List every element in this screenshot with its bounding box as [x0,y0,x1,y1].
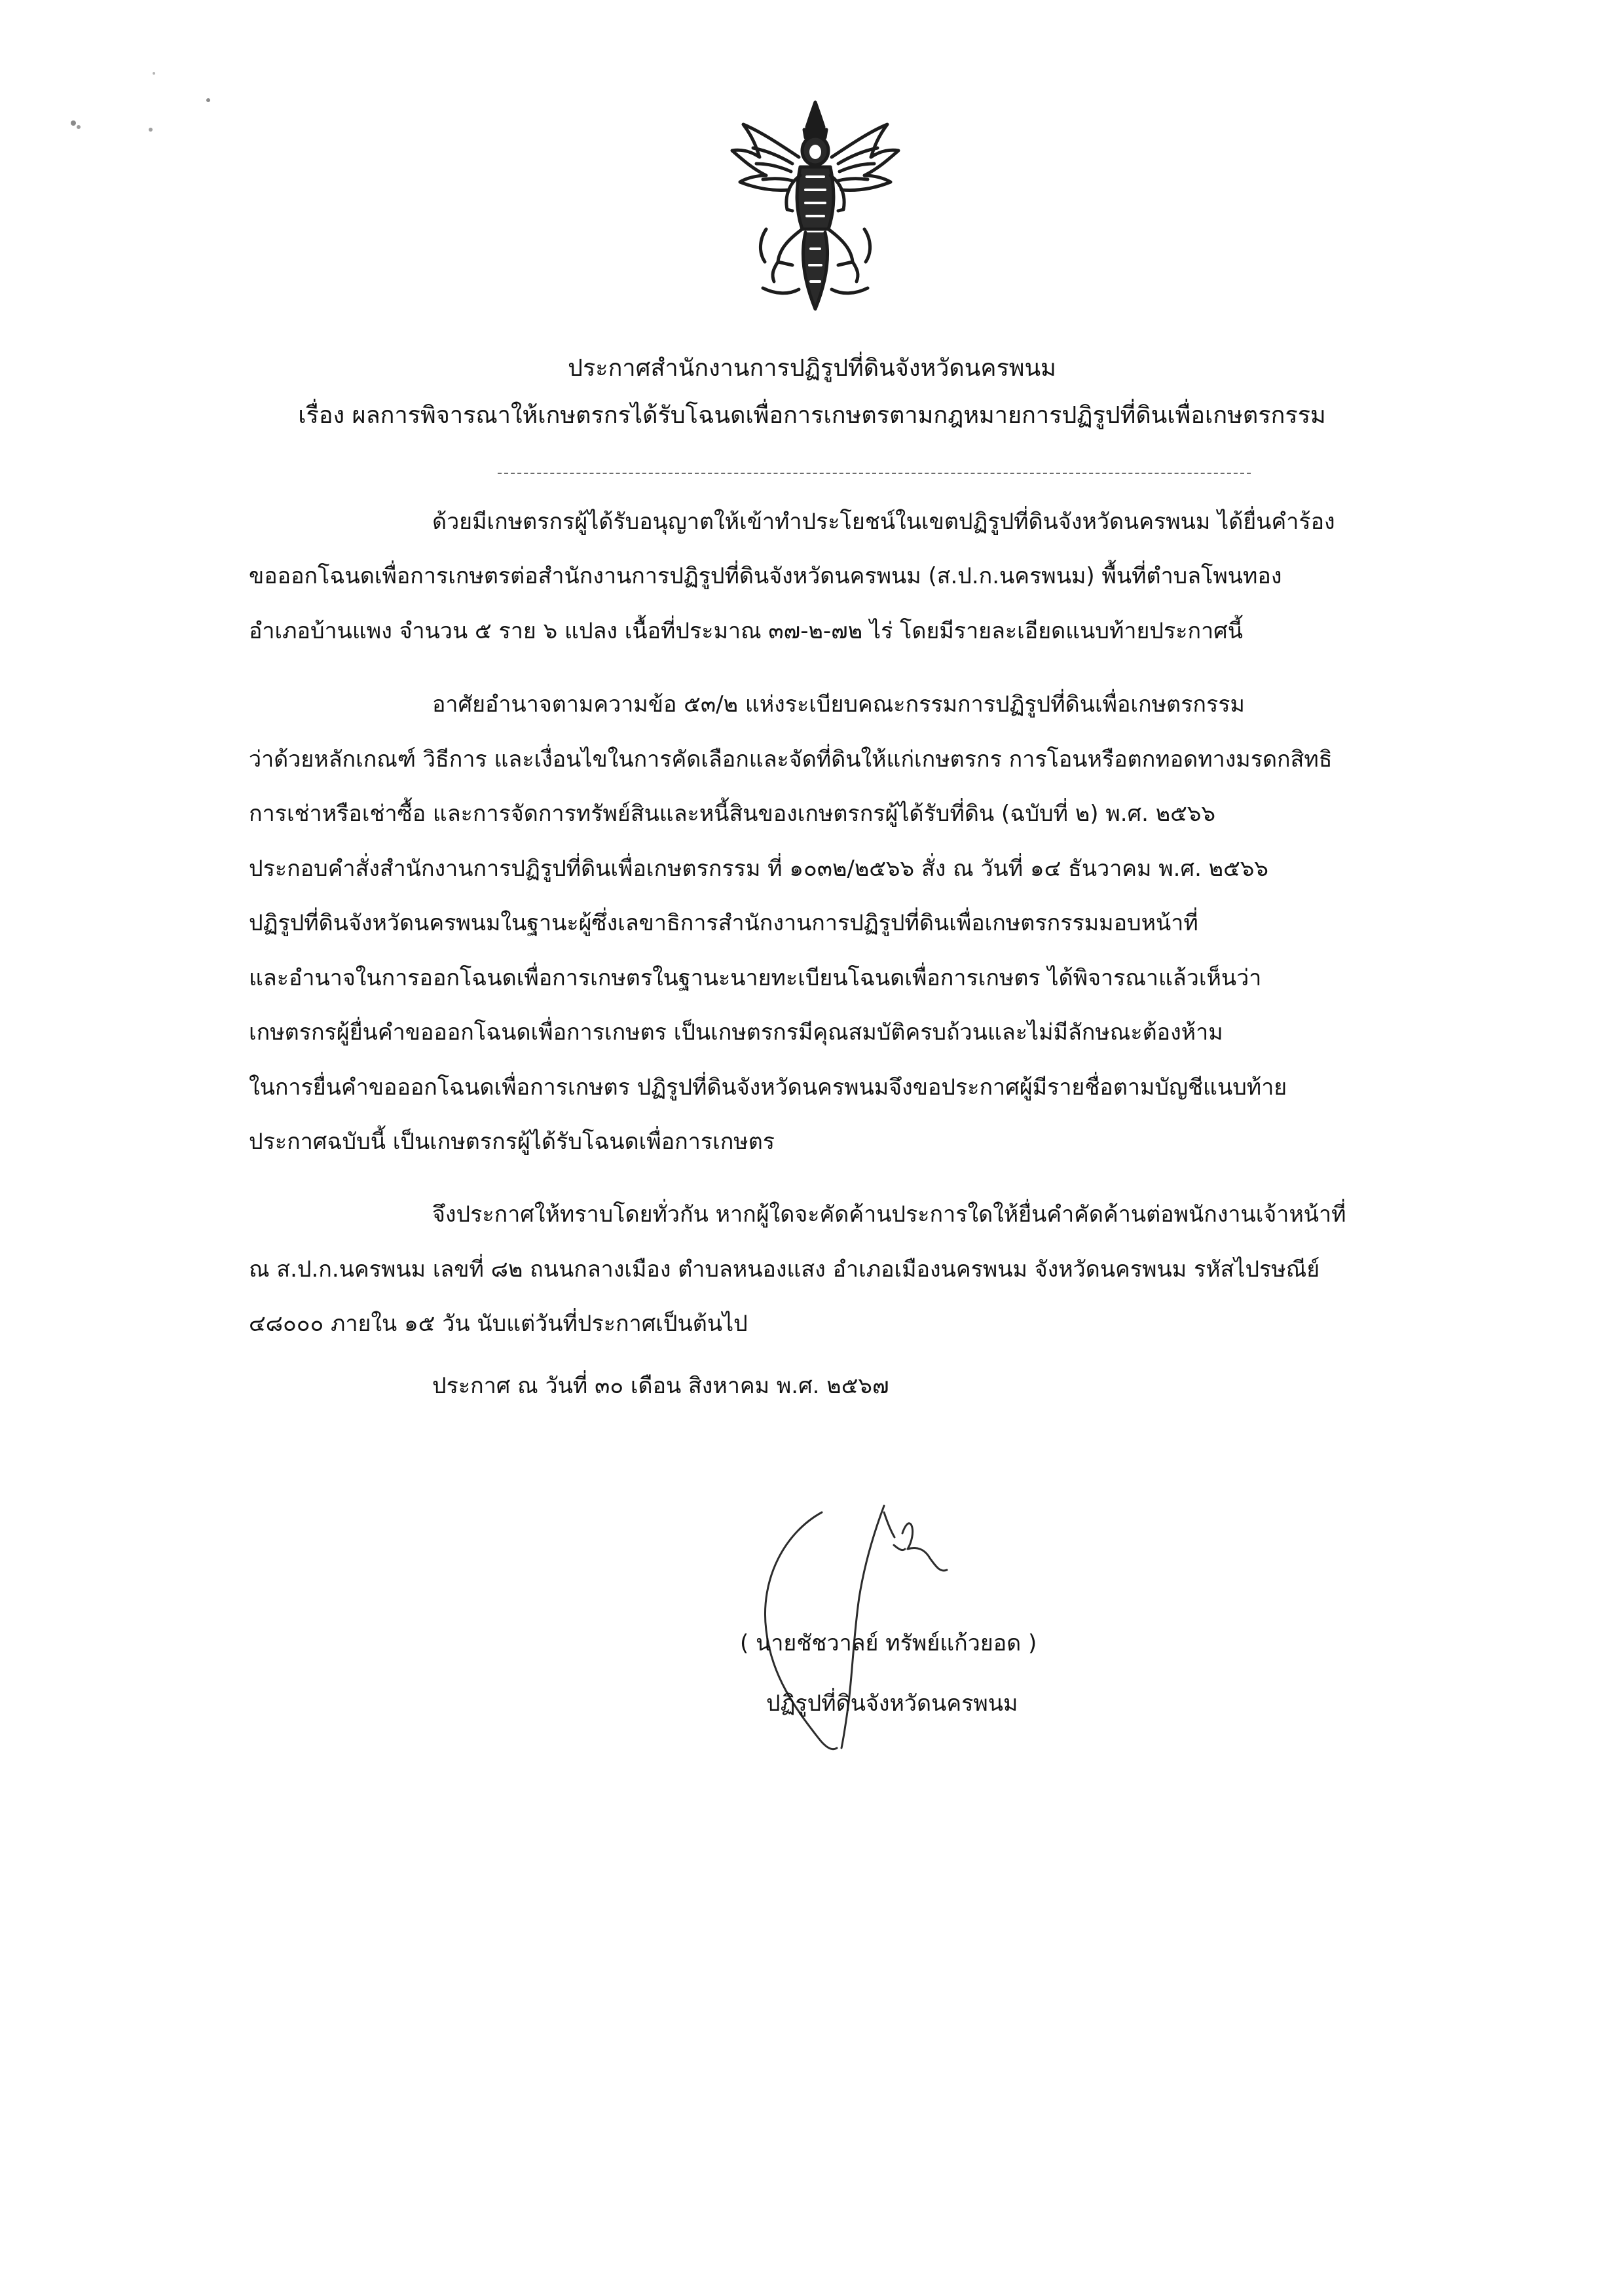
paragraph-2-line-4: ประกอบคำสั่งสำนักงานการปฏิรูปที่ดินเพื่อเกษตรกรรม ที่ ๑๐๓๒/๒๕๖๖ สั่ง ณ วันที่ ๑๔ ธันวาคม พ.ศ. ๒๕๖๖ [249,856,1268,882]
announcement-subject: เรื่อง ผลการพิจารณาให้เกษตรกรได้รับโฉนดเพื่อการเกษตรตามกฎหมายการปฏิรูปที่ดินเพื่อเกษตรกรรม [298,402,1326,429]
dashed-divider [498,473,1251,474]
paragraph-2-line-2: ว่าด้วยหลักเกณฑ์ วิธีการ และเงื่อนไขในการคัดเลือกและจัดที่ดินให้แก่เกษตรกร การโอนหรือตกทอดทางมรดกสิทธิ [249,746,1333,773]
signatory-name: ( นายชัชวาลย์ ทรัพย์แก้วยอด ) [740,1630,1037,1656]
paragraph-1-line-1: ด้วยมีเกษตรกรผู้ได้รับอนุญาตให้เข้าทำประโยชน์ในเขตปฏิรูปที่ดินจังหวัดนครพนม ได้ยื่นคำร้อง [432,509,1335,535]
paragraph-2-line-5: ปฏิรูปที่ดินจังหวัดนครพนมในฐานะผู้ซึ่งเลขาธิการสำนักงานการปฏิรูปที่ดินเพื่อเกษตรกรรมมอบหน้าที่ [249,910,1198,936]
paragraph-2-line-6: และอำนาจในการออกโฉนดเพื่อการเกษตรในฐานะนายทะเบียนโฉนดเพื่อการเกษตร ได้พิจารณาแล้วเห็นว่า [249,965,1262,991]
paragraph-2-line-8: ในการยื่นคำขอออกโฉนดเพื่อการเกษตร ปฏิรูปที่ดินจังหวัดนครพนมจึงขอประกาศผู้มีรายชื่อตามบัญชีแนบท้าย [249,1074,1287,1101]
handwritten-signature [733,1486,1035,1761]
paragraph-2-line-9: ประกาศฉบับนี้ เป็นเกษตรกรผู้ได้รับโฉนดเพื่อการเกษตร [249,1129,775,1155]
paragraph-3-line-1: จึงประกาศให้ทราบโดยทั่วกัน หากผู้ใดจะคัดค้านประการใดให้ยื่นคำคัดค้านต่อพนักงานเจ้าหน้าที่ [432,1201,1346,1228]
paragraph-2-line-7: เกษตรกรผู้ยื่นคำขอออกโฉนดเพื่อการเกษตร เป็นเกษตรกรมีคุณสมบัติครบถ้วนและไม่มีลักษณะต้องห้าม [249,1019,1223,1046]
announcement-date: ประกาศ ณ วันที่ ๓๐ เดือน สิงหาคม พ.ศ. ๒๕๖๗ [432,1373,889,1399]
paragraph-2-line-3: การเช่าหรือเช่าซื้อ และการจัดการทรัพย์สินและหนี้สินของเกษตรกรผู้ได้รับที่ดิน (ฉบับที่ ๒) พ.ศ. ๒๕๖๖ [249,801,1216,827]
paragraph-1-line-2: ขอออกโฉนดเพื่อการเกษตรต่อสำนักงานการปฏิรูปที่ดินจังหวัดนครพนม (ส.ป.ก.นครพนม) พื้นที่ตำบลโพนทอง [249,563,1282,589]
paragraph-1-line-3: อำเภอบ้านแพง จำนวน ๕ ราย ๖ แปลง เนื้อที่ประมาณ ๓๗-๒-๗๒ ไร่ โดยมีรายละเอียดแนบท้ายประกาศนี้ [249,618,1243,644]
scan-specks [59,59,229,151]
paragraph-3-line-3: ๔๘๐๐๐ ภายใน ๑๕ วัน นับแต่วันที่ประกาศเป็นต้นไป [249,1311,748,1337]
paragraph-3-line-2: ณ ส.ป.ก.นครพนม เลขที่ ๘๒ ถนนกลางเมือง ตำบลหนองแสง อำเภอเมืองนครพนม จังหวัดนครพนม รหัสไปรษณีย์ [249,1256,1320,1283]
signatory-title: ปฏิรูปที่ดินจังหวัดนครพนม [766,1690,1018,1717]
announcement-title: ประกาศสำนักงานการปฏิรูปที่ดินจังหวัดนครพนม [568,355,1056,382]
garuda-emblem [727,98,904,314]
paragraph-2-line-1: อาศัยอำนาจตามความข้อ ๕๓/๒ แห่งระเบียบคณะกรรมการปฏิรูปที่ดินเพื่อเกษตรกรรม [432,691,1245,718]
